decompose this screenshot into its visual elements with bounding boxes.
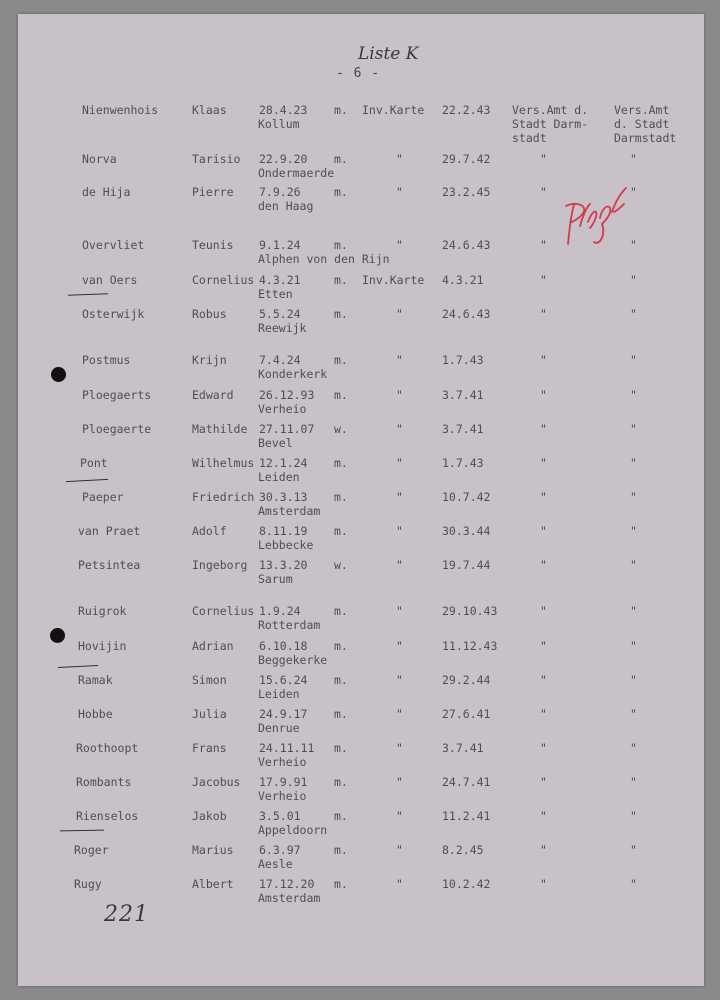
record-source: " bbox=[396, 741, 403, 755]
authority-2: " bbox=[630, 741, 637, 755]
authority-2: " bbox=[630, 456, 637, 470]
record-source: " bbox=[396, 775, 403, 789]
sex: m. bbox=[334, 639, 348, 653]
record-source: " bbox=[396, 707, 403, 721]
entry-date: 24.7.41 bbox=[442, 775, 491, 789]
entry-date: 29.7.42 bbox=[442, 152, 491, 166]
birth-date: 17.12.20 bbox=[259, 877, 315, 891]
first-name: Krijn bbox=[192, 353, 227, 367]
birth-place: den Haag bbox=[258, 199, 314, 213]
sex: m. bbox=[334, 809, 348, 823]
birth-place: Amsterdam bbox=[258, 891, 321, 905]
first-name: Cornelius bbox=[192, 273, 255, 287]
record-source: " bbox=[396, 524, 403, 538]
sex: m. bbox=[334, 388, 348, 402]
birth-place: Leiden bbox=[258, 687, 300, 701]
birth-date: 15.6.24 bbox=[259, 673, 308, 687]
handwritten-list-title: Liste K bbox=[358, 44, 419, 64]
sex: m. bbox=[334, 152, 348, 166]
authority-1: " bbox=[540, 604, 547, 618]
surname: Norva bbox=[82, 152, 117, 166]
birth-date: 26.12.93 bbox=[259, 388, 315, 402]
birth-place: Konderkerk bbox=[258, 367, 328, 381]
authority-2: " bbox=[630, 490, 637, 504]
authority-2: " bbox=[630, 238, 637, 252]
authority-1: " bbox=[540, 422, 547, 436]
entry-date: 23.2.45 bbox=[442, 185, 491, 199]
surname: Hovijin bbox=[78, 639, 127, 653]
authority-2: " bbox=[630, 152, 637, 166]
entry-date: 1.7.43 bbox=[442, 353, 484, 367]
sex: m. bbox=[334, 524, 348, 538]
record-source: " bbox=[396, 604, 403, 618]
entry-date: 1.7.43 bbox=[442, 456, 484, 470]
birth-date: 13.3.20 bbox=[259, 558, 308, 572]
record-source: " bbox=[396, 490, 403, 504]
entry-date: 11.12.43 bbox=[442, 639, 498, 653]
birth-date: 1.9.24 bbox=[259, 604, 301, 618]
authority-1: " bbox=[540, 809, 547, 823]
authority-2: " bbox=[630, 843, 637, 857]
surname: Ploegaerte bbox=[82, 422, 152, 436]
sex: m. bbox=[334, 456, 348, 470]
authority-2: " bbox=[630, 809, 637, 823]
handwritten-page-number: 221 bbox=[104, 902, 149, 927]
surname: Nienwenhois bbox=[82, 103, 159, 117]
entry-date: 3.7.41 bbox=[442, 388, 484, 402]
first-name: Jakob bbox=[192, 809, 227, 823]
surname: Postmus bbox=[82, 353, 131, 367]
sex: m. bbox=[334, 707, 348, 721]
first-name: Cornelius bbox=[192, 604, 255, 618]
entry-date: 10.2.42 bbox=[442, 877, 491, 891]
authority-2: " bbox=[630, 707, 637, 721]
sex: m. bbox=[334, 490, 348, 504]
authority-1: " bbox=[540, 775, 547, 789]
birth-date: 4.3.21 bbox=[259, 273, 301, 287]
authority-2: " bbox=[630, 558, 637, 572]
surname: Ruigrok bbox=[78, 604, 127, 618]
birth-date: 6.3.97 bbox=[259, 843, 301, 857]
entry-date: 24.6.43 bbox=[442, 238, 491, 252]
surname: Roger bbox=[74, 843, 109, 857]
birth-place: Etten bbox=[258, 287, 293, 301]
birth-date: 3.5.01 bbox=[259, 809, 301, 823]
authority-1: " bbox=[540, 490, 547, 504]
birth-place: Denrue bbox=[258, 721, 300, 735]
first-name: Jacobus bbox=[192, 775, 241, 789]
surname: Petsintea bbox=[78, 558, 141, 572]
entry-date: 19.7.44 bbox=[442, 558, 491, 572]
surname: Rugy bbox=[74, 877, 102, 891]
first-name: Wilhelmus bbox=[192, 456, 255, 470]
authority-2: " bbox=[630, 353, 637, 367]
first-name: Teunis bbox=[192, 238, 234, 252]
authority-2: " bbox=[630, 388, 637, 402]
entry-date: 10.7.42 bbox=[442, 490, 491, 504]
punch-hole bbox=[50, 628, 65, 643]
surname: Roothoopt bbox=[76, 741, 139, 755]
surname: Overvliet bbox=[82, 238, 145, 252]
sex: m. bbox=[334, 741, 348, 755]
authority-2: " bbox=[630, 604, 637, 618]
sex: m. bbox=[334, 877, 348, 891]
birth-date: 7.4.24 bbox=[259, 353, 301, 367]
entry-date: 29.10.43 bbox=[442, 604, 498, 618]
record-source: " bbox=[396, 673, 403, 687]
entry-date: 24.6.43 bbox=[442, 307, 491, 321]
birth-date: 5.5.24 bbox=[259, 307, 301, 321]
authority-2: " bbox=[630, 877, 637, 891]
birth-place: Reewijk bbox=[258, 321, 307, 335]
authority-1: " bbox=[540, 353, 547, 367]
sex: w. bbox=[334, 422, 348, 436]
record-source: " bbox=[396, 809, 403, 823]
first-name: Adrian bbox=[192, 639, 234, 653]
sex: m. bbox=[334, 843, 348, 857]
punch-hole bbox=[51, 367, 66, 382]
birth-date: 12.1.24 bbox=[259, 456, 308, 470]
authority-1: " bbox=[540, 152, 547, 166]
entry-date: 3.7.41 bbox=[442, 422, 484, 436]
authority-2: " bbox=[630, 639, 637, 653]
birth-place: Sarum bbox=[258, 572, 293, 586]
authority-1: Vers.Amt d. Stadt Darm- stadt bbox=[512, 103, 589, 145]
first-name: Ingeborg bbox=[192, 558, 248, 572]
birth-place: Aesle bbox=[258, 857, 293, 871]
first-name: Marius bbox=[192, 843, 234, 857]
red-handwritten-initials bbox=[560, 182, 632, 252]
first-name: Adolf bbox=[192, 524, 227, 538]
surname: Osterwijk bbox=[82, 307, 145, 321]
birth-place: Verheio bbox=[258, 402, 307, 416]
entry-date: 30.3.44 bbox=[442, 524, 491, 538]
birth-date: 17.9.91 bbox=[259, 775, 308, 789]
authority-2: " bbox=[630, 775, 637, 789]
sex: m. bbox=[334, 103, 348, 117]
birth-place: Ondermaerde bbox=[258, 166, 335, 180]
surname: de Hija bbox=[82, 185, 131, 199]
surname: Pont bbox=[80, 456, 108, 470]
first-name: Simon bbox=[192, 673, 227, 687]
surname: Hobbe bbox=[78, 707, 113, 721]
birth-date: 24.11.11 bbox=[259, 741, 315, 755]
first-name: Mathilde bbox=[192, 422, 248, 436]
authority-2: " bbox=[630, 307, 637, 321]
birth-place: Lebbecke bbox=[258, 538, 314, 552]
record-source: Inv.Karte bbox=[362, 273, 425, 287]
record-source: " bbox=[396, 388, 403, 402]
first-name: Albert bbox=[192, 877, 234, 891]
first-name: Edward bbox=[192, 388, 234, 402]
sex: m. bbox=[334, 307, 348, 321]
record-source: " bbox=[396, 877, 403, 891]
first-name: Robus bbox=[192, 307, 227, 321]
birth-place: Kollum bbox=[258, 117, 300, 131]
surname: van Oers bbox=[82, 273, 138, 287]
sex: m. bbox=[334, 775, 348, 789]
birth-date: 28.4.23 bbox=[259, 103, 308, 117]
birth-place: Verheio bbox=[258, 755, 307, 769]
authority-1: " bbox=[540, 673, 547, 687]
authority-1: " bbox=[540, 639, 547, 653]
birth-place: Appeldoorn bbox=[258, 823, 328, 837]
surname: Ploegaerts bbox=[82, 388, 152, 402]
sex: m. bbox=[334, 673, 348, 687]
record-source: " bbox=[396, 456, 403, 470]
surname: van Praet bbox=[78, 524, 141, 538]
birth-date: 8.11.19 bbox=[259, 524, 308, 538]
authority-2: " bbox=[630, 524, 637, 538]
sex: m. bbox=[334, 273, 348, 287]
entry-date: 29.2.44 bbox=[442, 673, 491, 687]
surname: Rienselos bbox=[76, 809, 139, 823]
authority-1: " bbox=[540, 388, 547, 402]
first-name: Tarisio bbox=[192, 152, 241, 166]
authority-1: " bbox=[540, 238, 547, 252]
authority-2: Vers.Amt d. Stadt Darmstadt bbox=[614, 103, 677, 145]
entry-date: 3.7.41 bbox=[442, 741, 484, 755]
birth-date: 30.3.13 bbox=[259, 490, 308, 504]
page-number: - 6 - bbox=[336, 66, 381, 81]
birth-date: 22.9.20 bbox=[259, 152, 308, 166]
authority-2: " bbox=[630, 185, 637, 199]
birth-date: 9.1.24 bbox=[259, 238, 301, 252]
record-source: " bbox=[396, 185, 403, 199]
first-name: Pierre bbox=[192, 185, 234, 199]
entry-date: 22.2.43 bbox=[442, 103, 491, 117]
record-source: Inv.Karte bbox=[362, 103, 425, 117]
record-source: " bbox=[396, 353, 403, 367]
sex: w. bbox=[334, 558, 348, 572]
birth-place: Alphen von den Rijn bbox=[258, 252, 390, 266]
entry-date: 11.2.41 bbox=[442, 809, 491, 823]
first-name: Frans bbox=[192, 741, 227, 755]
record-source: " bbox=[396, 843, 403, 857]
birth-place: Beggekerke bbox=[258, 653, 328, 667]
entry-date: 27.6.41 bbox=[442, 707, 491, 721]
first-name: Julia bbox=[192, 707, 227, 721]
birth-place: Verheio bbox=[258, 789, 307, 803]
first-name: Friedrich bbox=[192, 490, 255, 504]
birth-date: 6.10.18 bbox=[259, 639, 308, 653]
sex: m. bbox=[334, 238, 348, 252]
authority-1: " bbox=[540, 843, 547, 857]
record-source: " bbox=[396, 639, 403, 653]
birth-date: 24.9.17 bbox=[259, 707, 308, 721]
authority-1: " bbox=[540, 185, 547, 199]
authority-2: " bbox=[630, 673, 637, 687]
birth-place: Bevel bbox=[258, 436, 293, 450]
record-source: " bbox=[396, 307, 403, 321]
record-source: " bbox=[396, 422, 403, 436]
authority-1: " bbox=[540, 877, 547, 891]
record-source: " bbox=[396, 558, 403, 572]
entry-date: 4.3.21 bbox=[442, 273, 484, 287]
surname: Rombants bbox=[76, 775, 132, 789]
authority-1: " bbox=[540, 273, 547, 287]
entry-date: 8.2.45 bbox=[442, 843, 484, 857]
first-name: Klaas bbox=[192, 103, 227, 117]
birth-date: 7.9.26 bbox=[259, 185, 301, 199]
authority-2: " bbox=[630, 422, 637, 436]
birth-place: Amsterdam bbox=[258, 504, 321, 518]
authority-1: " bbox=[540, 524, 547, 538]
authority-1: " bbox=[540, 558, 547, 572]
birth-date: 27.11.07 bbox=[259, 422, 315, 436]
authority-1: " bbox=[540, 456, 547, 470]
record-source: " bbox=[396, 238, 403, 252]
birth-place: Rotterdam bbox=[258, 618, 321, 632]
surname: Ramak bbox=[78, 673, 113, 687]
surname: Paeper bbox=[82, 490, 124, 504]
sex: m. bbox=[334, 353, 348, 367]
authority-2: " bbox=[630, 273, 637, 287]
birth-place: Leiden bbox=[258, 470, 300, 484]
sex: m. bbox=[334, 604, 348, 618]
authority-1: " bbox=[540, 307, 547, 321]
sex: m. bbox=[334, 185, 348, 199]
record-source: " bbox=[396, 152, 403, 166]
authority-1: " bbox=[540, 741, 547, 755]
authority-1: " bbox=[540, 707, 547, 721]
